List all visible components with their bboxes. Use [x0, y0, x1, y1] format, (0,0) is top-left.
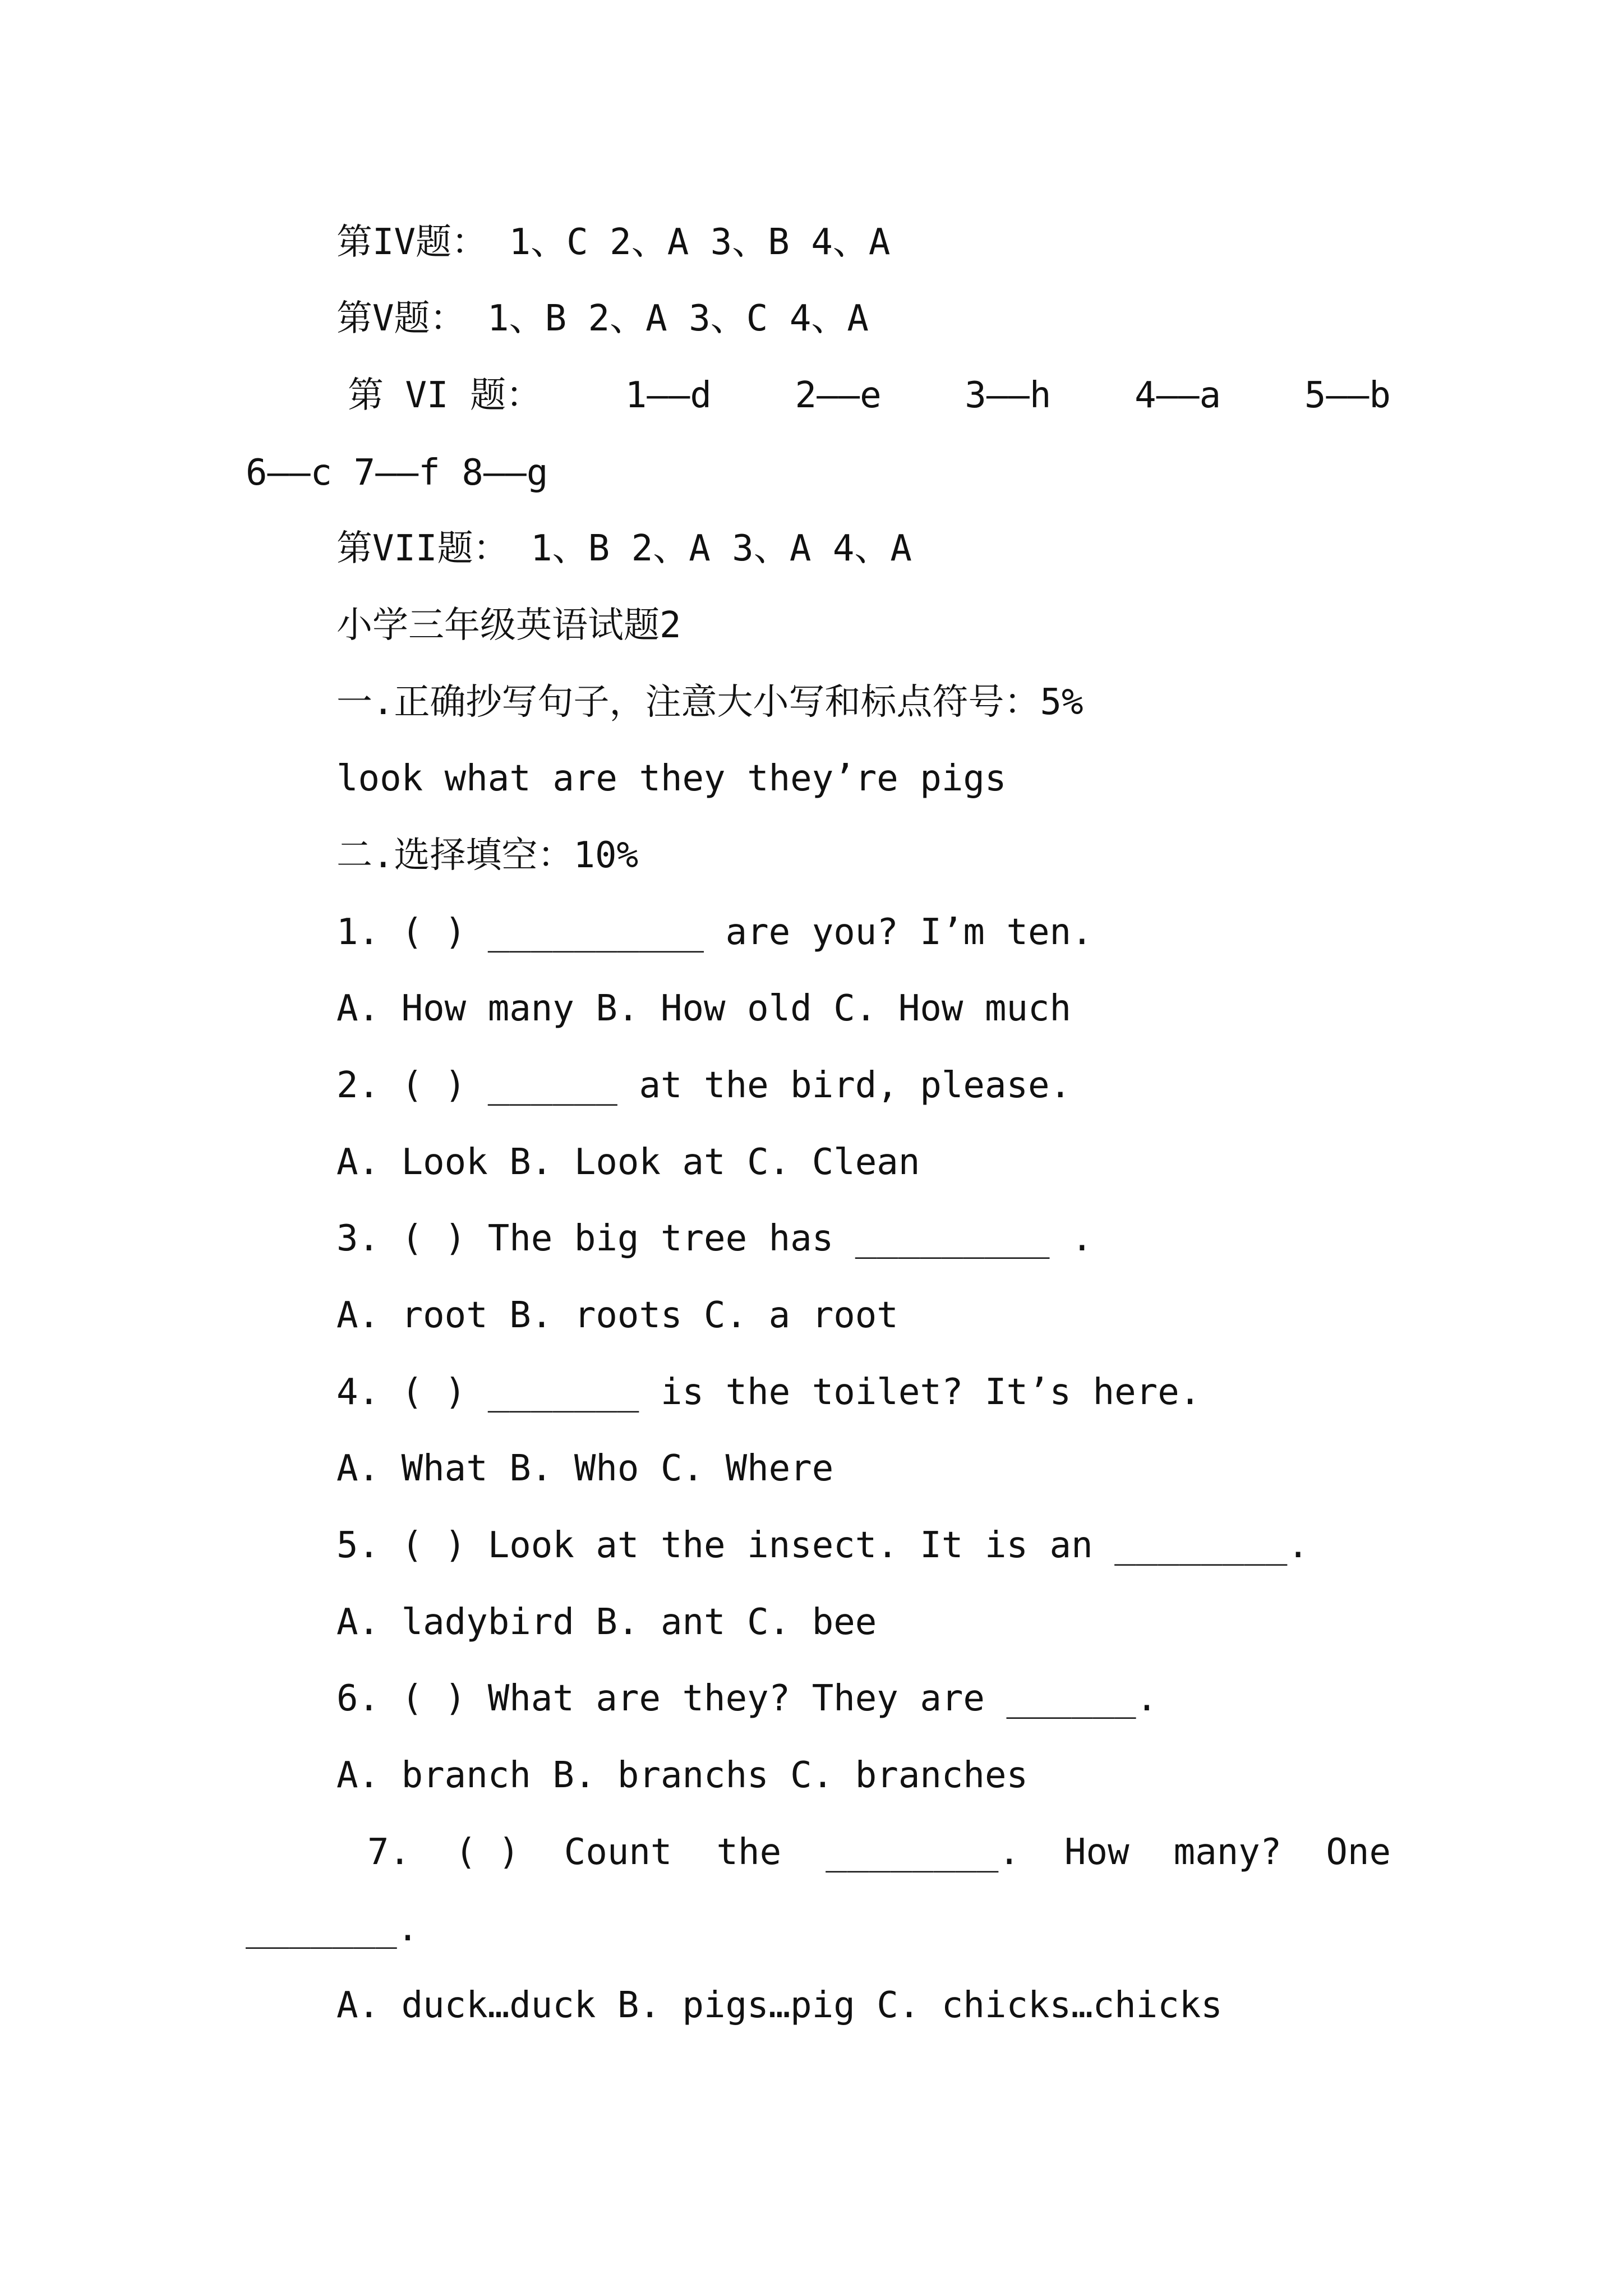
question-5-options: A. ladybird B. ant C. bee — [336, 1602, 877, 1643]
question-2: 2. ( ) ______ at the bird, please. — [336, 1065, 1072, 1106]
answer-q4: 第IV题： 1、C 2、A 3、B 4、A — [336, 222, 891, 263]
section2-heading: 二.选择填空：10% — [336, 835, 639, 876]
question-1-options: A. How many B. How old C. How much — [336, 988, 1072, 1029]
answer-q6-item: 3——h — [965, 375, 1052, 416]
section1-heading: 一.正确抄写句子，注意大小写和标点符号：5% — [336, 682, 1083, 723]
question-4: 4. ( ) _______ is the toilet? It’s here. — [336, 1372, 1201, 1413]
section1-sentence: look what are they they’re pigs — [336, 758, 1007, 799]
question-3-options: A. root B. roots C. a root — [336, 1295, 898, 1336]
question-7-options: A. duck…duck B. pigs…pig C. chicks…chicks — [336, 1985, 1223, 2026]
question-7-continued: _______. — [246, 1908, 419, 1949]
question-7 — [367, 1830, 1391, 1875]
question-7-number: 7. — [367, 1832, 411, 1873]
question-7-blank: ________. — [826, 1832, 1020, 1873]
test-title: 小学三年级英语试题2 — [336, 605, 681, 646]
question-6: 6. ( ) What are they? They are ______. — [336, 1678, 1158, 1719]
answer-q7: 第VII题： 1、B 2、A 3、A 4、A — [336, 528, 912, 569]
answer-q6-label: 第 VI 题： — [348, 375, 542, 416]
question-2-options: A. Look B. Look at C. Clean — [336, 1142, 920, 1183]
question-7-word: many? — [1173, 1832, 1282, 1873]
answer-q6-item: 5——b — [1304, 375, 1391, 416]
answer-q6-item: 4——a — [1135, 375, 1221, 416]
question-7-word: How — [1064, 1832, 1129, 1873]
question-6-options: A. branch B. branchs C. branches — [336, 1755, 1028, 1796]
question-4-options: A. What B. Who C. Where — [336, 1448, 834, 1489]
answer-q6-item: 1——d — [625, 375, 712, 416]
question-7-word: One — [1326, 1832, 1391, 1873]
question-7-paren: ( ) — [455, 1832, 520, 1873]
question-3: 3. ( ) The big tree has _________ . — [336, 1218, 1093, 1259]
question-7-word: the — [716, 1832, 782, 1873]
answer-q6 — [348, 373, 1391, 418]
answer-q6-item: 2——e — [795, 375, 882, 416]
answer-q5: 第V题： 1、B 2、A 3、C 4、A — [336, 298, 869, 339]
question-7-word: Count — [564, 1832, 672, 1873]
question-5: 5. ( ) Look at the insect. It is an ________. — [336, 1525, 1309, 1566]
answer-q6-continued: 6——c 7——f 8——g — [246, 452, 548, 494]
question-1: 1. ( ) __________ are you? I’m ten. — [336, 912, 1093, 953]
